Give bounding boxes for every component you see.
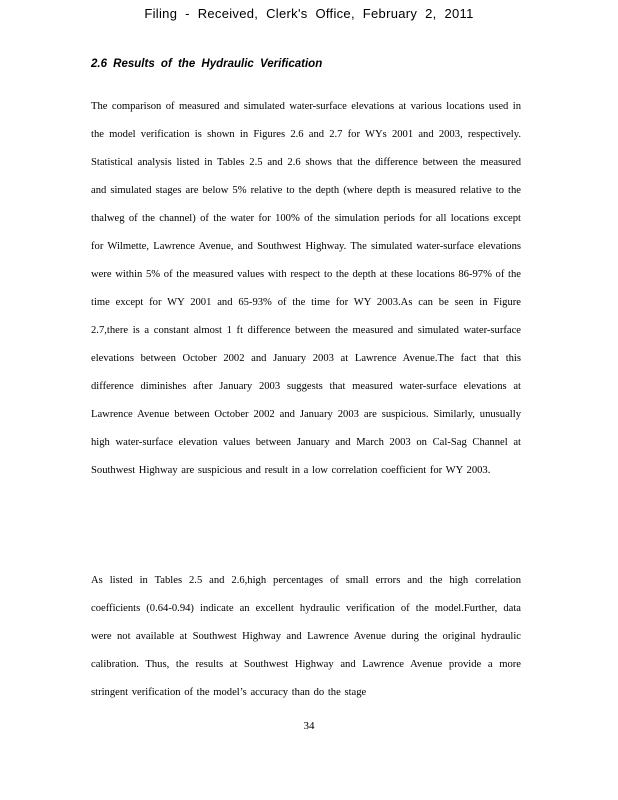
section-heading: 2.6 Results of the Hydraulic Verification xyxy=(91,58,323,70)
filing-header: Filing - Received, Clerk's Office, February 2, 2011 xyxy=(144,6,474,21)
page-number: 34 xyxy=(303,720,315,732)
body-paragraph-comparison: The comparison of measured and simulated water-surface elevations at various locations used in the model verification is shown in Figures 2.6 and 2.7 for WYs 2001 and 2003, respectively. Statistical analysis listed in Tables 2.5 and 2.6 shows that the difference between the measured and simulated stages are below 5% relative to the depth (where depth is measured relative to the thalweg of the channel) of the water for 100% of the simulation periods for all locations except for Wilmette, Lawrence Avenue, and Southwest Highway. The simulated water-surface elevations were within 5% of the measured values with respect to the depth at these locations 86-97% of the time except for WY 2001 and 65-93% of the time for WY 2003.As can be seen in Figure 2.7,there is a constant almost 1 ft difference between the measured and simulated water-surface elevations between October 2002 and January 2003 at Lawrence Avenue.The fact that this difference diminishes after January 2003 suggests that measured water-surface elevations at Lawrence Avenue between October 2002 and January 2003 are suspicious. Similarly, unusually high water-surface elevation values between January and March 2003 on Cal-Sag Channel at Southwest Highway are suspicious and result in a low correlation coefficient for WY 2003. xyxy=(91,101,521,476)
body-paragraph-verification: As listed in Tables 2.5 and 2.6,high percentages of small errors and the high correlation coefficients (0.64-0.94) indicate an excellent hydraulic verification of the model.Further, data were not available at Southwest Highway and Lawrence Avenue during the original hydraulic calibration. Thus, the results at Southwest Highway and Lawrence Avenue provide a more stringent verification of the model’s accuracy than do the stage xyxy=(91,575,521,698)
